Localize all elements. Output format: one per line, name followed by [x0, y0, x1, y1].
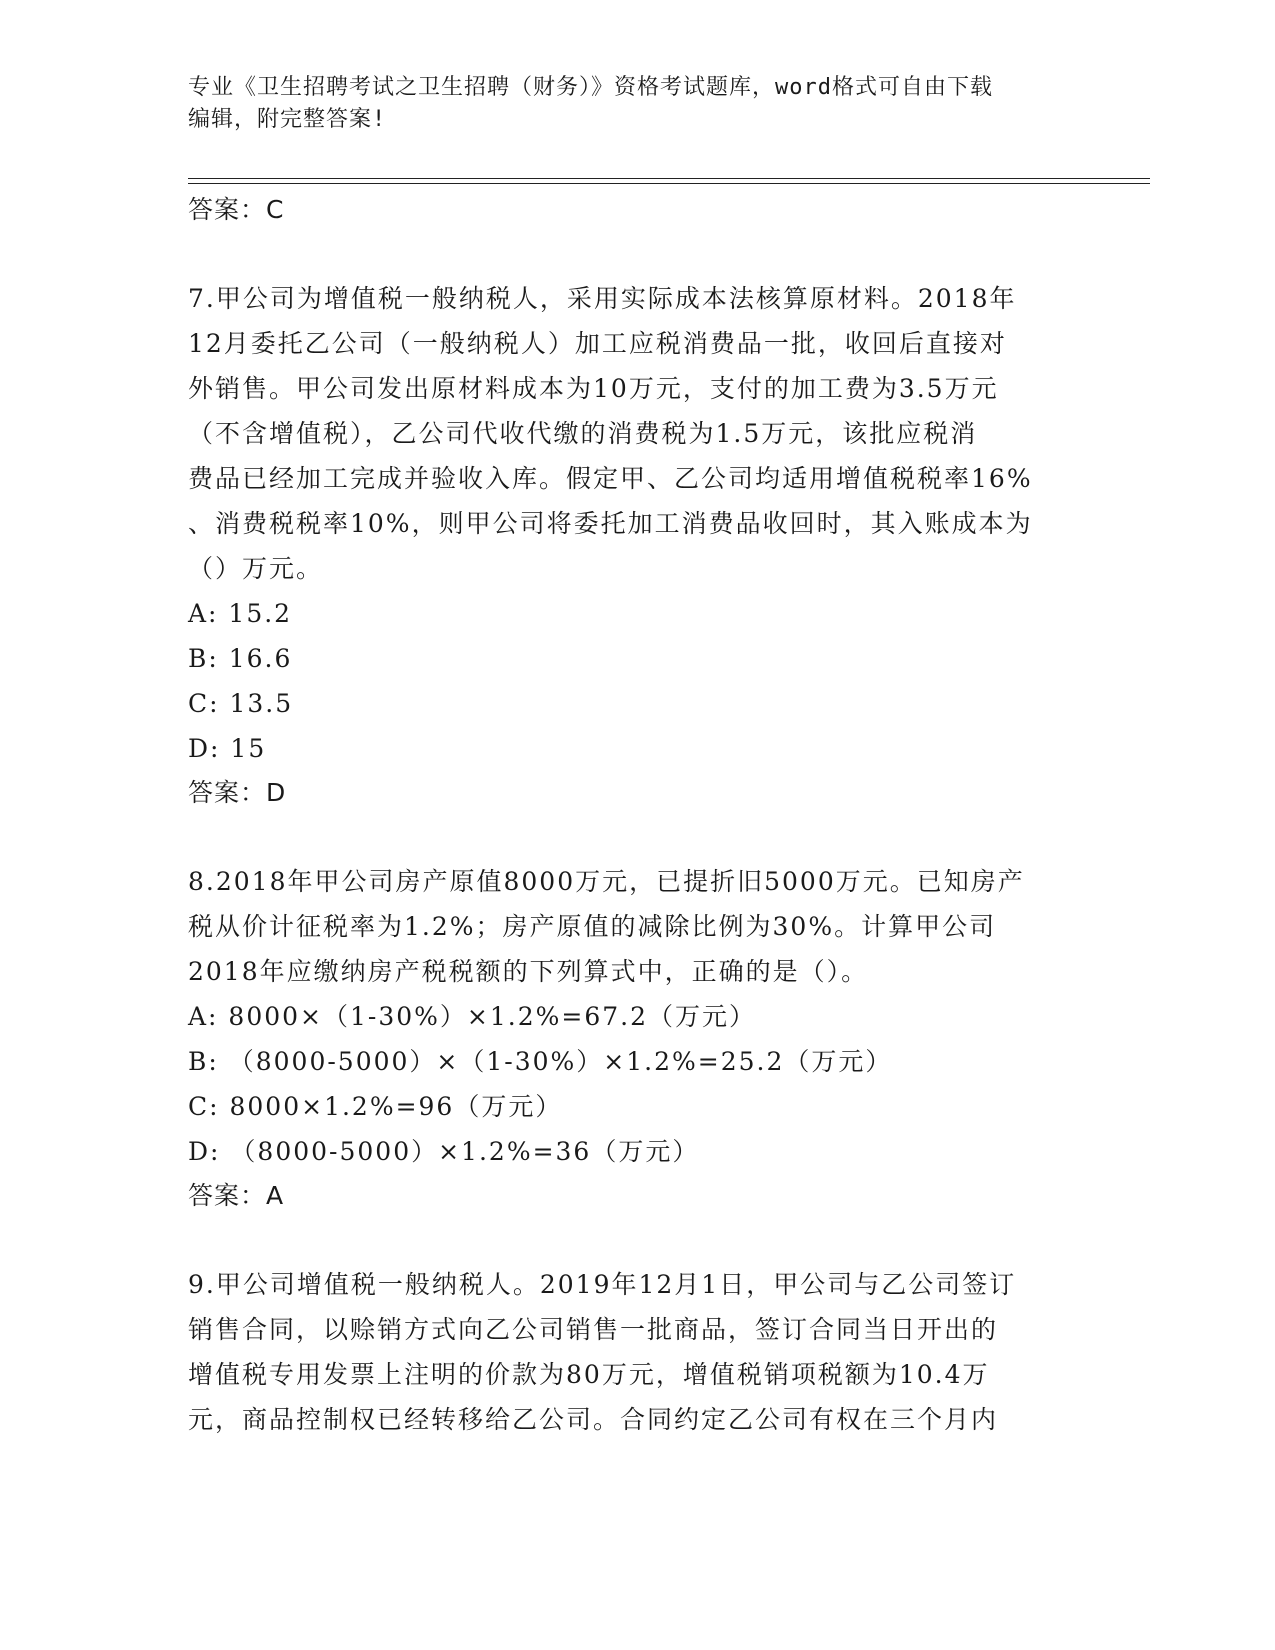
- stem-line: 费品已经加工完成并验收入库。假定甲、乙公司均适用增值税税率16%: [188, 464, 1033, 493]
- answer: 答案：D: [188, 778, 287, 807]
- option-a: A: 8000×（1-30%）×1.2%=67.2（万元）: [188, 1002, 756, 1031]
- option-b: B: （8000-5000）×（1-30%）×1.2%=25.2（万元）: [188, 1047, 893, 1076]
- stem-line: 2018年应缴纳房产税税额的下列算式中，正确的是（）。: [188, 957, 869, 986]
- option-a: A: 15.2: [188, 599, 293, 628]
- question-stem: [188, 859, 1088, 994]
- header-rule-bottom: [188, 183, 1150, 184]
- stem-line: 元，商品控制权已经转移给乙公司。合同约定乙公司有权在三个月内: [188, 1405, 999, 1434]
- stem-line: 7.甲公司为增值税一般纳税人，采用实际成本法核算原材料。2018年: [188, 284, 1017, 313]
- option-d: D: 15: [188, 734, 267, 763]
- question-8: [188, 859, 1088, 1218]
- stem-line: 、消费税税率10%，则甲公司将委托加工消费品收回时，其入账成本为: [188, 509, 1033, 538]
- question-9: [188, 1262, 1088, 1442]
- answer: 答案：A: [188, 1181, 285, 1210]
- header-rule-top: [188, 178, 1150, 179]
- header-line-2: 编辑，附完整答案!: [188, 107, 387, 132]
- question-stem: [188, 276, 1088, 591]
- stem-line: 12月委托乙公司（一般纳税人）加工应税消费品一批，收回后直接对: [188, 329, 1007, 358]
- option-c: C: 13.5: [188, 689, 294, 718]
- document-header: [188, 72, 1088, 136]
- stem-line: 外销售。甲公司发出原材料成本为10万元，支付的加工费为3.5万元: [188, 374, 999, 403]
- stem-line: 税从价计征税率为1.2%；房产原值的减除比例为30%。计算甲公司: [188, 912, 997, 941]
- stem-line: （）万元。: [188, 554, 324, 583]
- stem-line: 8.2018年甲公司房产原值8000万元，已提折旧5000万元。已知房产: [188, 867, 1025, 896]
- stem-line: 增值税专用发票上注明的价款为80万元，增值税销项税额为10.4万: [188, 1360, 990, 1389]
- previous-answer: 答案：C: [188, 195, 285, 224]
- option-b: B: 16.6: [188, 644, 293, 673]
- option-c: C: 8000×1.2%=96（万元）: [188, 1092, 563, 1121]
- option-d: D: （8000-5000）×1.2%=36（万元）: [188, 1137, 700, 1166]
- header-line-1: 专业《卫生招聘考试之卫生招聘（财务）》资格考试题库，word格式可自由下载: [188, 75, 993, 100]
- question-7: [188, 276, 1088, 815]
- question-stem: [188, 1262, 1088, 1442]
- stem-line: 9.甲公司增值税一般纳税人。2019年12月1日，甲公司与乙公司签订: [188, 1270, 1017, 1299]
- stem-line: 销售合同，以赊销方式向乙公司销售一批商品，签订合同当日开出的: [188, 1315, 999, 1344]
- question-content: [188, 188, 1088, 1442]
- stem-line: （不含增值税），乙公司代收代缴的消费税为1.5万元，该批应税消: [188, 419, 978, 448]
